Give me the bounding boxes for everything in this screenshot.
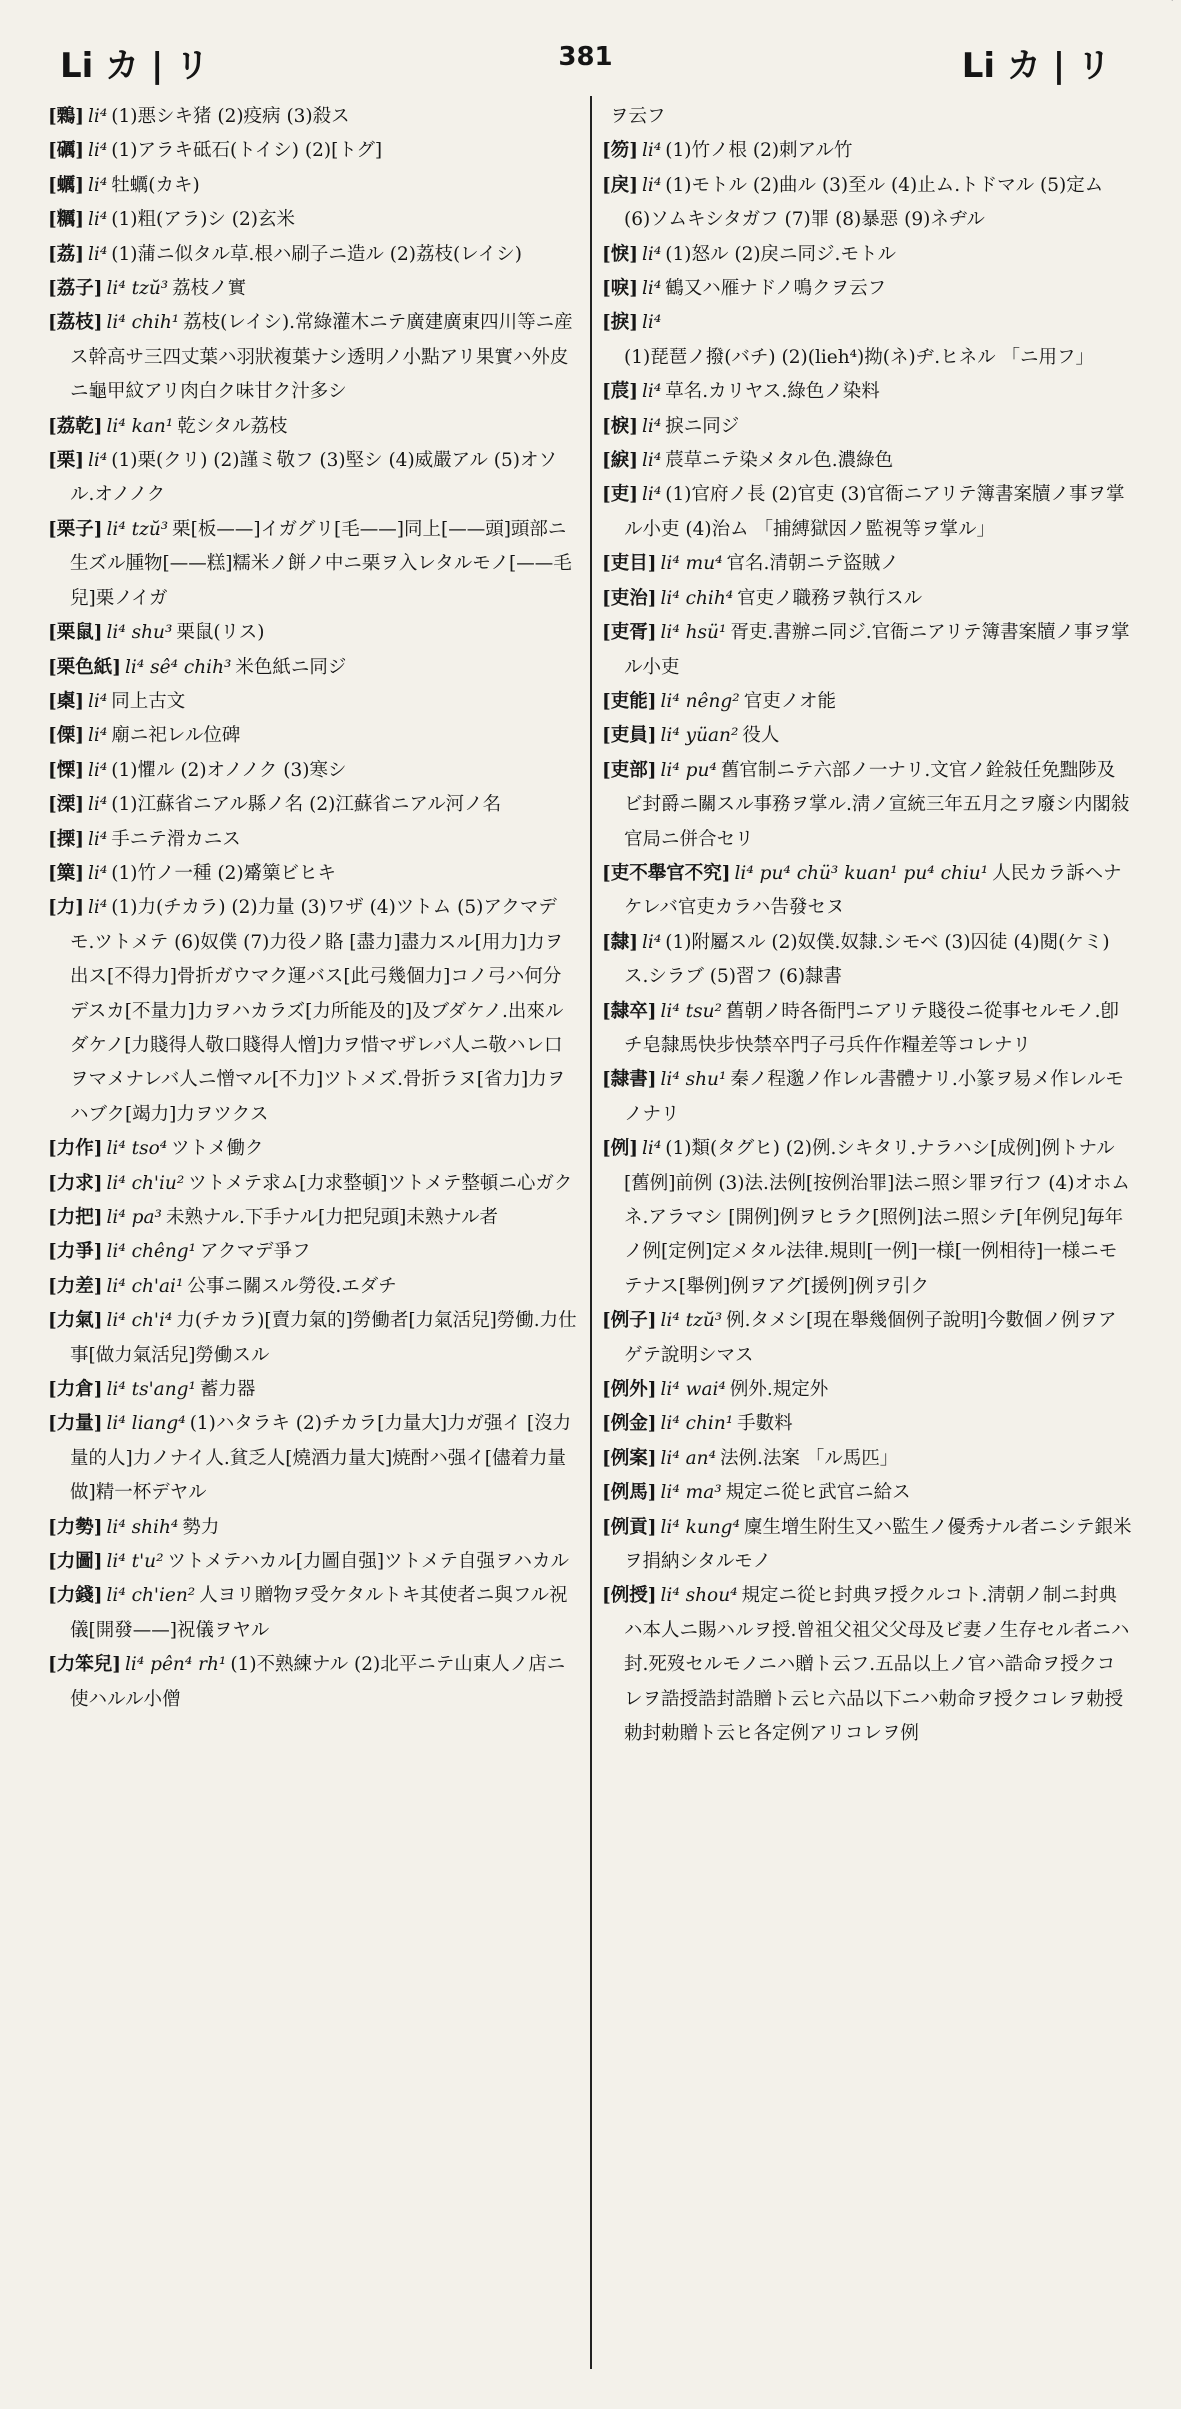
entry-reading: li⁴ xyxy=(642,415,662,437)
dictionary-entry xyxy=(602,272,1132,306)
dictionary-entry xyxy=(602,995,1132,1064)
entry-definition: 同上古文 xyxy=(111,690,186,712)
dictionary-entry xyxy=(602,410,1132,444)
page-number: 381 xyxy=(558,42,613,72)
entry-reading: li⁴ shu³ xyxy=(106,622,173,644)
dictionary-entry xyxy=(48,100,578,134)
corner-mark xyxy=(1117,0,1173,34)
column-divider xyxy=(590,96,592,2369)
dictionary-entry xyxy=(48,1648,578,1717)
entry-headword: [例] xyxy=(602,1138,639,1160)
dictionary-entry xyxy=(48,169,578,203)
dictionary-entry xyxy=(602,444,1132,478)
entry-headword: [力求] xyxy=(48,1172,103,1194)
entry-headword: [力圖] xyxy=(48,1551,103,1573)
entry-headword: [吏胥] xyxy=(602,622,657,644)
entry-headword: [栗鼠] xyxy=(48,622,103,644)
entry-headword: [例案] xyxy=(602,1447,657,1469)
entry-reading: li⁴ kan¹ xyxy=(106,415,174,437)
header-right-running-head: Li カ | リ xyxy=(961,46,1111,86)
entry-headword: [力量] xyxy=(48,1413,103,1435)
entry-headword: [莀] xyxy=(602,381,639,403)
header-left-running-head: Li カ | リ xyxy=(60,46,210,86)
dictionary-entry xyxy=(602,1407,1132,1441)
entry-reading: li⁴ tso⁴ xyxy=(106,1138,168,1160)
entry-reading: li⁴ xyxy=(88,794,108,816)
dictionary-entry xyxy=(602,1063,1132,1132)
entry-reading: li⁴ shou⁴ xyxy=(660,1585,738,1607)
entry-headword: [例外] xyxy=(602,1379,657,1401)
entry-headword: [隸卒] xyxy=(602,1000,657,1022)
dictionary-entry xyxy=(48,823,578,857)
entry-reading: li⁴ xyxy=(88,140,108,162)
dictionary-entry xyxy=(602,1442,1132,1476)
dictionary-entry xyxy=(48,306,578,409)
entry-reading: li⁴ ch'ien² xyxy=(106,1585,196,1607)
entry-headword: [吏能] xyxy=(602,690,657,712)
dictionary-entry xyxy=(602,1579,1132,1751)
entry-definition: 法例.法案 「ル馬匹」 xyxy=(720,1447,899,1469)
entry-definition: 胥吏.書辦ニ同ジ.官衙ニアリテ簿書案牘ノ事ヲ掌ル小吏 xyxy=(624,622,1130,678)
dictionary-entry xyxy=(48,754,578,788)
dictionary-entry xyxy=(48,651,578,685)
entry-headword: [捩] xyxy=(602,312,639,334)
entry-definition: 廩生增生附生又ハ監生ノ優秀ナル者ニシテ銀米ヲ捐納シタルモノ xyxy=(624,1516,1132,1573)
entry-reading: li⁴ xyxy=(642,484,662,506)
entry-headword: [例貢] xyxy=(602,1516,657,1538)
entry-definition: 公事ニ關スル勞役.エダチ xyxy=(187,1275,397,1297)
entry-definition: 莀草ニテ染メタル色.濃綠色 xyxy=(665,450,894,472)
entry-headword: [力差] xyxy=(48,1275,103,1297)
entry-headword: [例金] xyxy=(602,1413,657,1435)
entry-reading: li⁴ shih⁴ xyxy=(106,1516,179,1538)
entry-definition: 例外.規定外 xyxy=(729,1379,829,1401)
entry-reading: li⁴ pa³ xyxy=(106,1207,162,1228)
entry-reading: li⁴ xyxy=(642,278,662,300)
entry-definition: (1)粗(アラ)シ (2)玄米 xyxy=(111,209,295,231)
entry-headword: [隸] xyxy=(602,931,639,953)
entry-definition: (1)栗(クリ) (2)謹ミ敬フ (3)堅シ (4)威嚴アル (5)オソル.オノノク xyxy=(70,450,558,506)
entry-definition: (1)ハタラキ (2)チカラ[力量大]力ガ强イ [沒力量的人]力ノナイ人.貧乏人[燒酒力量大]焼酎ハ强イ[儘着力量做]精一杯デヤル xyxy=(70,1413,572,1504)
entry-reading: li⁴ xyxy=(88,209,108,231)
dictionary-entry xyxy=(602,719,1132,753)
dictionary-entry xyxy=(48,1201,578,1235)
entry-headword: [力倉] xyxy=(48,1379,103,1401)
entry-definition: 牡蠣(カキ) xyxy=(111,174,200,196)
entry-reading: li⁴ xyxy=(642,450,662,472)
entry-headword: [蠣] xyxy=(48,174,85,196)
entry-reading: li⁴ nêng² xyxy=(660,690,740,712)
dictionary-entry xyxy=(602,1511,1132,1580)
entry-headword: [吏治] xyxy=(602,587,657,609)
entry-headword: [荔子] xyxy=(48,278,103,300)
entry-headword: [力笨兒] xyxy=(48,1654,122,1676)
dictionary-entry xyxy=(602,478,1132,547)
dictionary-entry xyxy=(48,616,578,650)
entry-reading: li⁴ xyxy=(88,450,108,472)
entry-reading: li⁴ xyxy=(642,1138,662,1160)
dictionary-entry xyxy=(602,375,1132,409)
entry-reading: li⁴ xyxy=(642,140,662,162)
dictionary-entry xyxy=(48,1579,578,1648)
dictionary-entry xyxy=(48,444,578,513)
entry-definition: 蓄力器 xyxy=(199,1379,256,1401)
entry-definition: (1)竹ノ一種 (2)觱篥ビヒキ xyxy=(111,862,337,884)
entry-definition: (1)悪シキ猪 (2)疫病 (3)殺ス xyxy=(111,106,350,127)
dictionary-entry xyxy=(602,685,1132,719)
entry-headword: [綟] xyxy=(602,450,639,472)
entry-headword: [戾] xyxy=(602,174,639,196)
entry-definition: (1)琵琶ノ撥(バチ) (2)(lieh⁴)拗(ネ)ヂ.ヒネル 「ニ用フ」 xyxy=(624,346,1094,368)
entry-headword: [力作] xyxy=(48,1138,103,1160)
entry-reading: li⁴ liang⁴ xyxy=(106,1413,186,1435)
entry-headword: [荔枝] xyxy=(48,312,103,334)
dictionary-entry xyxy=(602,134,1132,168)
entry-definition: 人ヨリ贈物ヲ受ケタルトキ其使者ニ與フル祝儀[開發——]祝儀ヲヤル xyxy=(70,1585,568,1641)
entry-definition: ツトメテ求ム[力求整頓]ツトメテ整頓ニ心ガク xyxy=(188,1172,573,1194)
entry-definition: (1)不熟練ナル (2)北平ニテ山東人ノ店ニ使ハルル小僧 xyxy=(70,1654,566,1710)
entry-definition: 廟ニ祀レル位碑 xyxy=(111,725,241,747)
entry-definition: 秦ノ程邈ノ作レル書體ナリ.小篆ヲ易メ作レルモノナリ xyxy=(624,1069,1124,1125)
dictionary-entry xyxy=(48,238,578,272)
entry-headword: [吏員] xyxy=(602,725,657,747)
dictionary-entry xyxy=(48,203,578,237)
entry-headword: [搮] xyxy=(48,828,85,850)
dictionary-entry xyxy=(602,1132,1132,1304)
entry-reading: li⁴ ts'ang¹ xyxy=(106,1379,196,1401)
entry-headword: [力把] xyxy=(48,1207,103,1228)
entry-reading: li⁴ sê⁴ chih³ xyxy=(125,656,232,678)
entry-reading: li⁴ hsü¹ xyxy=(660,622,727,644)
dictionary-entry xyxy=(48,685,578,719)
dictionary-entry xyxy=(602,616,1132,685)
dictionary-entry xyxy=(48,891,578,1132)
entry-headword: [隸書] xyxy=(602,1069,657,1091)
entry-headword: [悷] xyxy=(602,243,639,265)
entry-headword: [鷅] xyxy=(48,106,85,127)
entry-headword: [㮚] xyxy=(48,690,85,712)
entry-reading: li⁴ t'u² xyxy=(106,1551,164,1573)
entry-definition: ツトメテハカル[力圖自强]ツトメテ自强ヲハカル xyxy=(167,1551,569,1573)
dictionary-entry xyxy=(48,1304,578,1373)
entry-reading: li⁴ ch'ai¹ xyxy=(106,1275,184,1297)
entry-headword: [慄] xyxy=(48,759,85,781)
entry-reading: li⁴ xyxy=(642,381,662,403)
page-header xyxy=(60,38,1111,98)
entry-reading: li⁴ xyxy=(642,312,662,334)
dictionary-entry xyxy=(602,238,1132,272)
entry-definition: 捩ニ同ジ xyxy=(665,415,740,437)
entry-reading: li⁴ xyxy=(88,759,108,781)
dictionary-entry xyxy=(48,1270,578,1304)
entry-reading: li⁴ chih¹ xyxy=(106,312,180,334)
dictionary-entry xyxy=(602,1373,1132,1407)
right-column xyxy=(602,100,1132,2370)
dictionary-entry xyxy=(602,169,1132,238)
entry-definition: (1)アラキ砥石(トイシ) (2)[トグ] xyxy=(111,140,383,162)
dictionary-entry xyxy=(48,410,578,444)
entry-reading: li⁴ xyxy=(642,931,662,953)
dictionary-entry xyxy=(602,754,1132,857)
entry-definition: 栗[板——]イガグリ[毛——]同上[——頭]頭部ニ生ズル腫物[——糕]糯米ノ餅ノ中ニ栗ヲ入レタルモノ[——毛兒]栗ノイガ xyxy=(70,518,572,609)
entry-headword: [糲] xyxy=(48,209,85,231)
entry-reading: li⁴ xyxy=(88,725,108,747)
entry-definition: ツトメ働ク xyxy=(171,1138,264,1160)
entry-reading: li⁴ chin¹ xyxy=(660,1413,734,1435)
dictionary-entry xyxy=(48,134,578,168)
dictionary-entry xyxy=(48,272,578,306)
entry-definition: 例.タメシ[現在舉幾個例子說明]今數個ノ例ヲアゲテ說明シマス xyxy=(624,1310,1117,1366)
entry-definition: (1)類(タグヒ) (2)例.シキタリ.ナラハシ[成例]例トナル[舊例]前例 (3)法.法例[按例治罪]法ニ照シ罪ヲ行フ (4)オホムネ.アラマシ [開例]例ヲヒラク[照例]法ニ照シテ[年例兒]毎年ノ例[定例]定メタル法律.規則[一例]一様[一例相待]一様ニモテナス[舉例]例ヲアグ[援例]例ヲ引ク xyxy=(624,1138,1130,1297)
entry-definition: (1)官府ノ長 (2)官吏 (3)官衙ニアリテ簿書案牘ノ事ヲ掌ル小吏 (4)治ム 「捕縛獄因ノ監視等ヲ掌ル」 xyxy=(624,484,1125,540)
entry-definition: 未熟ナル.下手ナル[力把兒頭]未熟ナル者 xyxy=(165,1207,498,1228)
entry-reading: li⁴ an⁴ xyxy=(660,1447,717,1469)
entry-definition: 規定ニ從ヒ封典ヲ授クルコト.淸朝ノ制ニ封典ハ本人ニ賜ハルヲ授.曾祖父祖父父母及ビ妻ノ生存セル者ニハ封.死歿セルモノニハ贈ト云フ.五品以上ノ官ハ誥命ヲ授クコレヲ誥授誥封誥贈ト云ヒ六品以下ニハ勅命ヲ授クコレヲ勅授勅封勅贈ト云ヒ各定例アリコレヲ例 xyxy=(624,1585,1130,1745)
entry-reading: li⁴ xyxy=(88,862,108,884)
dictionary-entry xyxy=(602,926,1132,995)
entry-headword: [力錢] xyxy=(48,1585,103,1607)
entry-reading: li⁴ pu⁴ chü³ kuan¹ pu⁴ chiu¹ xyxy=(734,862,989,884)
entry-headword: [篥] xyxy=(48,862,85,884)
dictionary-entry xyxy=(602,857,1132,926)
entry-definition: 官吏ノ職務ヲ執行スル xyxy=(737,587,923,609)
entry-headword: [例子] xyxy=(602,1310,657,1332)
entry-reading: li⁴ pên⁴ rh¹ xyxy=(125,1654,227,1676)
entry-reading: li⁴ kung⁴ xyxy=(660,1516,740,1538)
entry-definition: (1)附屬スル (2)奴僕.奴隸.シモベ (3)囚徒 (4)閱(ケミ)ス.シラブ (5)習フ (6)隸書 xyxy=(624,931,1110,988)
entry-reading: li⁴ xyxy=(642,243,662,265)
entry-headword: [荔] xyxy=(48,243,85,265)
entry-reading: li⁴ tzŭ³ xyxy=(106,518,169,540)
dictionary-entry xyxy=(48,1545,578,1579)
entry-reading: li⁴ xyxy=(88,897,108,919)
entry-definition: (1)竹ノ根 (2)刺アル竹 xyxy=(665,140,853,162)
entry-reading: li⁴ ma³ xyxy=(660,1482,722,1504)
entry-headword: [力氣] xyxy=(48,1310,103,1332)
entry-reading: li⁴ ch'i⁴ xyxy=(106,1310,173,1332)
entry-reading: li⁴ xyxy=(88,828,108,850)
entry-headword: [荔乾] xyxy=(48,415,103,437)
entry-headword: [唳] xyxy=(602,278,639,300)
entry-headword: [例授] xyxy=(602,1585,657,1607)
entry-reading: li⁴ wai⁴ xyxy=(660,1379,726,1401)
entry-definition: (1)力(チカラ) (2)力量 (3)ワザ (4)ツトム (5)アクマデモ.ツトメテ (6)奴僕 (7)力役ノ賂 [盡力]盡力スル[用力]力ヲ出ス[不得力]骨折ガウマク運バス[此弓幾個力]コノ弓ハ何分デスカ[不量力]力ヲハカラズ[力所能及的]及ブダケノ.出來ルダケノ[力賤得人敬口賤得人憎]力ヲ惜マザレバ人ニ敬ハレ口ヲマメナレバ人ニ憎マル[不力]ツトメズ.骨折ラヌ[省力]力ヲハブク[竭力]力ヲツクス xyxy=(70,897,566,1125)
dictionary-entry xyxy=(48,788,578,822)
dictionary-entry xyxy=(48,857,578,891)
entry-headword: [吏部] xyxy=(602,759,657,781)
entry-definition: 乾シタル荔枝 xyxy=(177,415,288,437)
entry-headword: [傈] xyxy=(48,725,85,747)
entry-headword: [棙] xyxy=(602,415,639,437)
dictionary-entry xyxy=(602,1476,1132,1510)
entry-reading: li⁴ shu¹ xyxy=(660,1069,727,1091)
dictionary-entry xyxy=(602,306,1132,375)
entry-reading: li⁴ mu⁴ xyxy=(660,553,723,575)
entry-reading: li⁴ xyxy=(88,243,108,265)
dictionary-entry xyxy=(48,1132,578,1166)
entry-headword: [例馬] xyxy=(602,1482,657,1504)
entry-reading: li⁴ xyxy=(88,690,108,712)
entry-reading: li⁴ chêng¹ xyxy=(106,1241,197,1263)
dictionary-entry xyxy=(48,1373,578,1407)
dictionary-entry xyxy=(602,547,1132,581)
entry-reading: li⁴ tsu² xyxy=(660,1000,722,1022)
left-column xyxy=(48,100,578,2370)
entry-headword: [笏] xyxy=(602,140,639,162)
entry-headword: [栗] xyxy=(48,450,85,472)
entry-reading: li⁴ chih⁴ xyxy=(660,587,734,609)
entry-definition: 手ニテ滑カニス xyxy=(111,828,241,850)
entry-reading: li⁴ yüan² xyxy=(660,725,739,747)
entry-definition: 規定ニ從ヒ武官ニ給ス xyxy=(725,1482,911,1504)
entry-definition: 米色紙ニ同ジ xyxy=(235,656,347,678)
entry-reading: li⁴ tzŭ³ xyxy=(660,1310,723,1332)
dictionary-entry xyxy=(48,1167,578,1201)
entry-headword: [吏] xyxy=(602,484,639,506)
dictionary-entry xyxy=(48,1235,578,1269)
entry-reading: li⁴ ch'iu² xyxy=(106,1172,185,1194)
entry-headword: [溧] xyxy=(48,794,85,816)
entry-definition: 草名.カリヤス.綠色ノ染料 xyxy=(665,381,880,403)
entry-definition: 栗鼠(リス) xyxy=(176,622,265,644)
entry-definition: 荔枝(レイシ).常綠灌木ニテ廣建廣東四川等ニ産ス幹高サ三四丈葉ハ羽狀複葉ナシ透明ノ小點アリ果實ハ外皮ニ龜甲紋アリ肉白ク味甘ク汁多シ xyxy=(70,312,573,403)
entry-definition: (1)懼ル (2)オノノク (3)寒シ xyxy=(111,759,347,781)
dictionary-entry xyxy=(48,1407,578,1510)
dictionary-entry xyxy=(48,1511,578,1545)
entry-definition: ヲ云フ xyxy=(610,106,666,127)
entry-definition: 舊官制ニテ六部ノ一ナリ.文官ノ銓敍任免黜陟及ビ封爵ニ關スル事務ヲ掌ル.淸ノ宣統三年五月之ヲ廢シ内閣敍官局ニ併合セリ xyxy=(624,759,1130,850)
entry-definition: 勢力 xyxy=(182,1516,220,1538)
dictionary-entry xyxy=(48,513,578,616)
entry-definition: 舊朝ノ時各衙門ニアリテ賤役ニ從事セルモノ.卽チ皂隸馬快步快禁卒門子弓兵仵作糧差等コレナリ xyxy=(624,1000,1119,1056)
entry-reading: li⁴ tzŭ³ xyxy=(106,278,169,300)
dictionary-entry xyxy=(602,100,1132,134)
entry-definition: 人民カラ訴ヘナケレバ官吏カラハ告發セヌ xyxy=(624,862,1122,919)
dictionary-entry xyxy=(602,1304,1132,1373)
entry-definition: (1)江蘇省ニアル縣ノ名 (2)江蘇省ニアル河ノ名 xyxy=(111,794,502,816)
entry-reading: li⁴ pu⁴ xyxy=(660,759,717,781)
entry-definition: (1)モトル (2)曲ル (3)至ル (4)止ム.トドマル (5)定ム (6)ソムキシタガフ (7)罪 (8)暴惡 (9)ネヂル xyxy=(624,174,1104,231)
entry-definition: 官吏ノオ能 xyxy=(743,690,837,712)
entry-definition: 官名.清朝ニテ盜賊ノ xyxy=(726,553,899,575)
entry-headword: [栗子] xyxy=(48,518,103,540)
dictionary-entry xyxy=(48,719,578,753)
entry-headword: [吏目] xyxy=(602,553,657,575)
entry-headword: [栗色紙] xyxy=(48,656,122,678)
entry-definition: (1)蒲ニ似タル草.根ハ刷子ニ造ル (2)荔枝(レイシ) xyxy=(111,243,522,265)
entry-headword: [力勢] xyxy=(48,1516,103,1538)
entry-reading: li⁴ xyxy=(88,106,108,127)
entry-definition: 役人 xyxy=(742,725,780,747)
entry-definition: 鶴又ハ雁ナドノ鳴クヲ云フ xyxy=(665,278,887,300)
dictionary-entry xyxy=(602,582,1132,616)
entry-definition: アクマデ爭フ xyxy=(200,1241,311,1263)
entry-headword: [力] xyxy=(48,897,85,919)
entry-definition: 荔枝ノ實 xyxy=(172,278,247,300)
entry-definition: 手數料 xyxy=(737,1413,793,1435)
entry-definition: 力(チカラ)[賣力氣的]勞働者[力氣活兒]勞働.力仕事[做力氣活兒]勞働スル xyxy=(70,1310,577,1366)
entry-headword: [力爭] xyxy=(48,1241,103,1263)
entry-headword: [礪] xyxy=(48,140,85,162)
entry-headword: [吏不舉官不究] xyxy=(602,862,731,884)
entry-reading: li⁴ xyxy=(88,174,108,196)
entry-reading: li⁴ xyxy=(642,174,662,196)
entry-definition: (1)怒ル (2)戾ニ同ジ.モトル xyxy=(665,243,896,265)
